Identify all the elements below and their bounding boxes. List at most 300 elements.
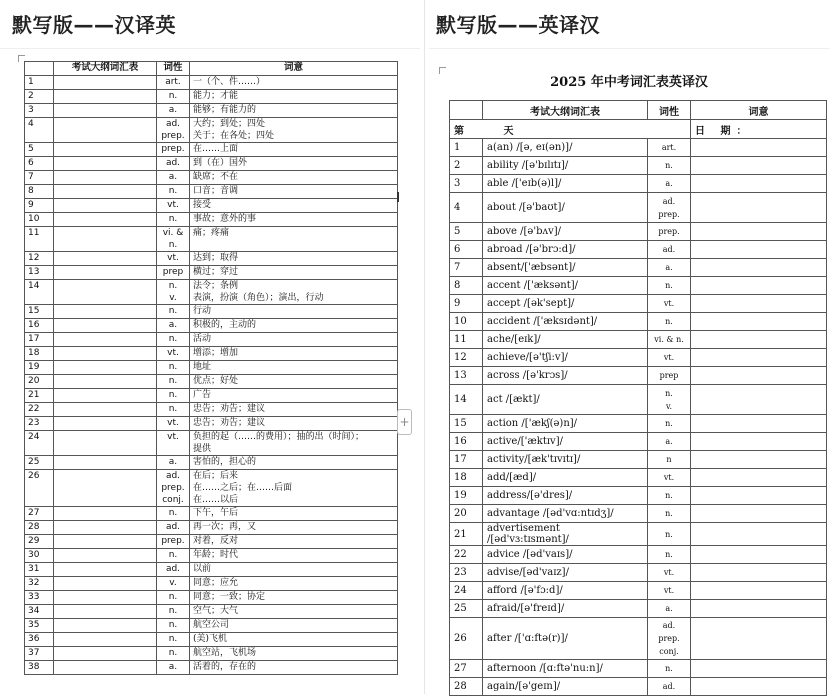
meaning-cell — [190, 347, 398, 361]
pos-text: vt. — [663, 473, 675, 482]
meaning-blank-cell[interactable] — [691, 313, 827, 331]
meaning-text: 在……上面 — [193, 144, 239, 154]
row-number: 29 — [25, 535, 54, 549]
pos-text: n. — [168, 508, 178, 518]
word-cell: afternoon /[ɑ:ftə'nu:n]/ — [483, 660, 648, 678]
pos-cell — [648, 277, 691, 295]
word-blank-cell[interactable] — [54, 661, 157, 675]
table-row — [450, 313, 827, 331]
panel-divider — [424, 0, 425, 694]
pos-text: n. — [168, 281, 178, 291]
meaning-cell — [190, 605, 398, 619]
pos-text: v. — [665, 401, 673, 411]
meaning-text: 年龄；时代 — [193, 550, 239, 560]
pos-cell — [648, 582, 691, 600]
meaning-text: 接受 — [193, 200, 212, 210]
pos-text: n. — [168, 550, 178, 560]
pos-text: n. — [665, 491, 673, 500]
meaning-text: 口音；音调 — [193, 186, 239, 196]
word-blank-cell[interactable] — [54, 252, 157, 266]
word-blank-cell[interactable] — [54, 577, 157, 591]
word-cell: activity/[æk'tɪvɪtɪ]/ — [483, 451, 648, 469]
row-number: 4 — [450, 193, 483, 223]
row-number: 15 — [25, 305, 54, 319]
word-blank-cell[interactable] — [54, 470, 157, 507]
table-row — [450, 349, 827, 367]
pos-text: a. — [665, 604, 673, 613]
table-row — [25, 647, 398, 661]
pos-text: a. — [168, 662, 178, 672]
table-row — [25, 333, 398, 347]
word-blank-cell[interactable] — [54, 417, 157, 431]
word-blank-cell[interactable] — [54, 333, 157, 347]
pos-text: n. — [168, 214, 178, 224]
row-number: 21 — [450, 523, 483, 546]
row-number: 18 — [450, 469, 483, 487]
meaning-cell — [190, 375, 398, 389]
word-cell: advise/[əd'vaɪz]/ — [483, 564, 648, 582]
row-number: 8 — [25, 185, 54, 199]
table-row — [25, 507, 398, 521]
table-row — [25, 403, 398, 417]
header-pos: 词性 — [648, 101, 691, 120]
meaning-blank-cell[interactable] — [691, 223, 827, 241]
meaning-text: 在……之后；在……后面 — [193, 483, 293, 493]
meaning-blank-cell[interactable] — [691, 451, 827, 469]
pos-cell — [648, 367, 691, 385]
pos-text: vt. — [663, 568, 675, 577]
row-number: 36 — [25, 633, 54, 647]
pos-text: n — [666, 455, 672, 464]
table-row — [25, 591, 398, 605]
pos-text: a. — [665, 437, 673, 446]
row-number: 10 — [450, 313, 483, 331]
pos-text: a. — [168, 172, 178, 182]
table-row — [450, 469, 827, 487]
meaning-text: 下午，午后 — [193, 508, 239, 518]
word-blank-cell[interactable] — [54, 199, 157, 213]
word-cell: active/['æktɪv]/ — [483, 433, 648, 451]
table-row — [25, 213, 398, 227]
pos-text: ad. — [662, 621, 676, 630]
meaning-text: (美)飞机 — [193, 634, 228, 644]
meaning-cell — [190, 171, 398, 185]
word-blank-cell[interactable] — [54, 431, 157, 456]
meaning-text: 能够；有能力的 — [193, 105, 257, 115]
text-cursor — [397, 192, 399, 202]
word-blank-cell[interactable] — [54, 389, 157, 403]
table-row — [25, 252, 398, 266]
meaning-text: 同意；应允 — [193, 578, 239, 588]
word-blank-cell[interactable] — [54, 76, 157, 90]
pos-cell — [648, 564, 691, 582]
row-number: 5 — [450, 223, 483, 241]
pos-cell — [157, 456, 190, 470]
meaning-blank-cell[interactable] — [691, 175, 827, 193]
meaning-blank-cell[interactable] — [691, 259, 827, 277]
word-blank-cell[interactable] — [54, 280, 157, 305]
date-label: 日 期： — [691, 120, 827, 139]
pos-text: vt. — [167, 432, 179, 442]
meaning-text: 能力；才能 — [193, 91, 239, 101]
word-blank-cell[interactable] — [54, 521, 157, 535]
word-blank-cell[interactable] — [54, 213, 157, 227]
day-label: 第 天 — [450, 120, 691, 139]
meaning-cell — [190, 470, 398, 507]
meaning-cell — [190, 157, 398, 171]
row-number: 7 — [450, 259, 483, 277]
meaning-blank-cell[interactable] — [691, 469, 827, 487]
row-number: 6 — [25, 157, 54, 171]
meaning-cell — [190, 104, 398, 118]
word-blank-cell[interactable] — [54, 375, 157, 389]
meaning-blank-cell[interactable] — [691, 139, 827, 157]
table-row — [450, 523, 827, 546]
meaning-blank-cell[interactable] — [691, 367, 827, 385]
word-blank-cell[interactable] — [54, 456, 157, 470]
meaning-blank-cell[interactable] — [691, 618, 827, 660]
pos-cell — [648, 259, 691, 277]
word-cell: above /[ə'bʌv]/ — [483, 223, 648, 241]
meaning-blank-cell[interactable] — [691, 678, 827, 696]
table-row — [450, 415, 827, 433]
meaning-blank-cell[interactable] — [691, 193, 827, 223]
pos-text: n. — [168, 404, 178, 414]
pos-text: prep. — [658, 209, 680, 219]
meaning-text: 积极的，主动的 — [193, 320, 257, 330]
pos-cell — [157, 361, 190, 375]
header-vocab: 考试大纲词汇表 — [483, 101, 648, 120]
pos-cell — [648, 505, 691, 523]
row-number: 34 — [25, 605, 54, 619]
pos-text: ad. — [165, 564, 181, 574]
pos-cell — [157, 633, 190, 647]
word-blank-cell[interactable] — [54, 507, 157, 521]
meaning-blank-cell[interactable] — [691, 433, 827, 451]
meaning-text: 再一次；再，又 — [193, 522, 257, 532]
meaning-blank-cell[interactable] — [691, 295, 827, 313]
table-row — [450, 505, 827, 523]
pos-text: n. — [168, 334, 178, 344]
pos-cell — [157, 76, 190, 90]
row-number: 27 — [450, 660, 483, 678]
table-header-row — [25, 62, 398, 76]
meaning-text: 地址 — [193, 362, 212, 372]
word-blank-cell[interactable] — [54, 185, 157, 199]
table-row — [25, 143, 398, 157]
row-number: 12 — [25, 252, 54, 266]
right-vocab-table — [449, 100, 827, 696]
right-document-page — [429, 48, 829, 695]
meaning-text: 横过；穿过 — [193, 267, 239, 277]
meaning-cell — [190, 521, 398, 535]
word-cell: afford /[ə'fɔ:d]/ — [483, 582, 648, 600]
meaning-cell — [190, 199, 398, 213]
table-row — [25, 417, 398, 431]
meaning-text: 害怕的，担心的 — [193, 457, 257, 467]
meaning-blank-cell[interactable] — [691, 564, 827, 582]
meaning-text: 增添；增加 — [193, 348, 239, 358]
row-number: 16 — [25, 319, 54, 333]
meaning-cell — [190, 591, 398, 605]
word-blank-cell[interactable] — [54, 605, 157, 619]
pos-cell — [157, 417, 190, 431]
row-number: 11 — [25, 227, 54, 252]
left-document-page — [0, 48, 420, 695]
meaning-text: 航空站，飞机场 — [193, 648, 257, 658]
table-row — [450, 487, 827, 505]
word-cell: about /[ə'baʊt]/ — [483, 193, 648, 223]
pos-cell — [157, 535, 190, 549]
word-blank-cell[interactable] — [54, 647, 157, 661]
word-blank-cell[interactable] — [54, 227, 157, 252]
pos-cell — [157, 280, 190, 305]
row-number: 24 — [25, 431, 54, 456]
pos-text: art. — [661, 143, 677, 152]
pos-cell — [648, 193, 691, 223]
table-row — [450, 241, 827, 259]
word-blank-cell[interactable] — [54, 171, 157, 185]
table-row — [25, 171, 398, 185]
row-number: 32 — [25, 577, 54, 591]
row-number: 28 — [25, 521, 54, 535]
word-blank-cell[interactable] — [54, 319, 157, 333]
pos-text: ad. — [165, 522, 181, 532]
meaning-text: 事故；意外的事 — [193, 214, 257, 224]
meaning-blank-cell[interactable] — [691, 523, 827, 546]
word-cell: a(an) /[ə, eɪ(ən)]/ — [483, 139, 648, 157]
pos-cell — [157, 333, 190, 347]
row-number: 33 — [25, 591, 54, 605]
meaning-blank-cell[interactable] — [691, 349, 827, 367]
table-row — [25, 347, 398, 361]
pos-cell — [648, 313, 691, 331]
meaning-cell — [190, 389, 398, 403]
row-number: 8 — [450, 277, 483, 295]
header-meaning: 词意 — [691, 101, 827, 120]
word-blank-cell[interactable] — [54, 549, 157, 563]
row-number: 10 — [25, 213, 54, 227]
meaning-cell — [190, 319, 398, 333]
table-row — [450, 385, 827, 415]
row-number: 19 — [25, 361, 54, 375]
meaning-blank-cell[interactable] — [691, 505, 827, 523]
meaning-blank-cell[interactable] — [691, 415, 827, 433]
word-cell: act /[ækt]/ — [483, 385, 648, 415]
table-row — [25, 470, 398, 507]
pos-text: n. — [665, 509, 673, 518]
pos-cell — [157, 470, 190, 507]
row-number: 2 — [25, 90, 54, 104]
meaning-text: 忠告；劝告；建议 — [193, 418, 266, 428]
meaning-cell — [190, 266, 398, 280]
meaning-blank-cell[interactable] — [691, 582, 827, 600]
pos-cell — [157, 647, 190, 661]
right-panel-title: 默写版——英译汉 — [436, 13, 600, 37]
pos-cell — [157, 619, 190, 633]
word-blank-cell[interactable] — [54, 266, 157, 280]
word-blank-cell[interactable] — [54, 403, 157, 417]
pos-cell — [157, 252, 190, 266]
pos-text: prep. — [658, 227, 680, 236]
pos-cell — [157, 403, 190, 417]
pos-cell — [157, 591, 190, 605]
pos-text: prep. — [161, 144, 185, 154]
table-row — [25, 76, 398, 90]
pos-cell — [157, 375, 190, 389]
pos-text: n. — [168, 592, 178, 602]
word-blank-cell[interactable] — [54, 305, 157, 319]
row-number: 3 — [25, 104, 54, 118]
word-blank-cell[interactable] — [54, 633, 157, 647]
pos-text: n. — [665, 317, 673, 326]
table-row — [450, 277, 827, 295]
word-cell: abroad /[ə'brɔ:d]/ — [483, 241, 648, 259]
pos-text: n. — [665, 664, 673, 673]
header-number — [25, 62, 54, 76]
table-row — [25, 280, 398, 305]
meaning-blank-cell[interactable] — [691, 600, 827, 618]
meaning-blank-cell[interactable] — [691, 241, 827, 259]
pos-text: ad. — [165, 119, 181, 129]
pos-text: a. — [665, 179, 673, 188]
row-number: 25 — [25, 456, 54, 470]
table-row — [25, 619, 398, 633]
row-number: 13 — [450, 367, 483, 385]
pos-cell — [157, 661, 190, 675]
meaning-blank-cell[interactable] — [691, 157, 827, 175]
table-row — [450, 223, 827, 241]
word-blank-cell[interactable] — [54, 591, 157, 605]
meaning-cell — [190, 252, 398, 266]
pos-text: a. — [168, 320, 178, 330]
word-blank-cell[interactable] — [54, 347, 157, 361]
row-number: 27 — [25, 507, 54, 521]
pos-cell — [157, 389, 190, 403]
day-date-row — [450, 120, 827, 139]
pos-cell — [648, 175, 691, 193]
meaning-cell — [190, 619, 398, 633]
table-row — [25, 577, 398, 591]
meaning-blank-cell[interactable] — [691, 277, 827, 295]
meaning-cell — [190, 577, 398, 591]
meaning-cell — [190, 661, 398, 675]
header-meaning: 词意 — [190, 62, 398, 76]
pos-text: n. — [168, 306, 178, 316]
pos-text: n. — [168, 91, 178, 101]
word-blank-cell[interactable] — [54, 90, 157, 104]
word-cell: after /['ɑ:ftə(r)]/ — [483, 618, 648, 660]
pos-text: prep. — [161, 483, 185, 493]
table-row — [450, 433, 827, 451]
pos-cell — [648, 223, 691, 241]
pos-cell — [648, 331, 691, 349]
meaning-text: 在后；后来 — [193, 471, 239, 481]
pos-text: vi. & n. — [654, 335, 684, 344]
row-number: 14 — [450, 385, 483, 415]
word-cell: advantage /[əd'vɑ:ntɪdʒ]/ — [483, 505, 648, 523]
pos-text: n. — [665, 550, 673, 559]
table-row — [25, 563, 398, 577]
left-vocab-table — [24, 61, 398, 675]
pos-text: vt. — [663, 353, 675, 362]
pos-cell — [157, 143, 190, 157]
word-cell: ache/[eɪk]/ — [483, 331, 648, 349]
pos-cell — [157, 213, 190, 227]
meaning-cell — [190, 213, 398, 227]
pos-text: ad. — [662, 196, 676, 206]
table-row — [25, 118, 398, 143]
word-cell: again/[ə'geɪn]/ — [483, 678, 648, 696]
meaning-text: 在……以后 — [193, 495, 239, 505]
meaning-cell — [190, 143, 398, 157]
word-cell: accident /['æksɪdənt]/ — [483, 313, 648, 331]
word-blank-cell[interactable] — [54, 118, 157, 143]
pos-text: ad. — [165, 158, 181, 168]
expand-handle-button[interactable]: + — [397, 409, 412, 435]
word-cell: ability /[ə'bɪlɪtɪ]/ — [483, 157, 648, 175]
meaning-text: 广告 — [193, 390, 212, 400]
word-blank-cell[interactable] — [54, 535, 157, 549]
pos-text: n. — [168, 390, 178, 400]
meaning-cell — [190, 633, 398, 647]
meaning-text: 表演，扮演（角色）；演出，行动 — [193, 293, 324, 303]
pos-cell — [157, 431, 190, 456]
pos-text: n. — [665, 529, 673, 539]
meaning-blank-cell[interactable] — [691, 660, 827, 678]
pos-text: a. — [665, 263, 673, 272]
word-blank-cell[interactable] — [54, 619, 157, 633]
row-number: 2 — [450, 157, 483, 175]
table-row — [25, 227, 398, 252]
word-blank-cell[interactable] — [54, 104, 157, 118]
meaning-text: 关于；在各处；四处 — [193, 131, 275, 141]
pos-cell — [648, 678, 691, 696]
word-blank-cell[interactable] — [54, 361, 157, 375]
header-number — [450, 101, 483, 120]
table-row — [25, 389, 398, 403]
meaning-text: 对着，反对 — [193, 536, 239, 546]
row-number: 9 — [450, 295, 483, 313]
table-row — [25, 185, 398, 199]
word-blank-cell[interactable] — [54, 157, 157, 171]
pos-cell — [157, 118, 190, 143]
pos-cell — [157, 266, 190, 280]
row-number: 4 — [25, 118, 54, 143]
word-blank-cell[interactable] — [54, 563, 157, 577]
pos-text: conj. — [659, 647, 679, 656]
pos-cell — [648, 618, 691, 660]
meaning-blank-cell[interactable] — [691, 487, 827, 505]
meaning-blank-cell[interactable] — [691, 546, 827, 564]
meaning-blank-cell[interactable] — [691, 385, 827, 415]
pos-cell — [648, 451, 691, 469]
word-blank-cell[interactable] — [54, 143, 157, 157]
row-number: 37 — [25, 647, 54, 661]
table-row — [450, 259, 827, 277]
pos-text: prep. — [161, 536, 185, 546]
table-row — [450, 618, 827, 660]
row-number: 20 — [450, 505, 483, 523]
row-number: 12 — [450, 349, 483, 367]
table-row — [450, 139, 827, 157]
pos-text: ad. — [662, 245, 676, 254]
meaning-blank-cell[interactable] — [691, 331, 827, 349]
meaning-cell — [190, 305, 398, 319]
pos-text: a. — [168, 457, 178, 467]
table-row — [450, 175, 827, 193]
pos-cell — [648, 139, 691, 157]
